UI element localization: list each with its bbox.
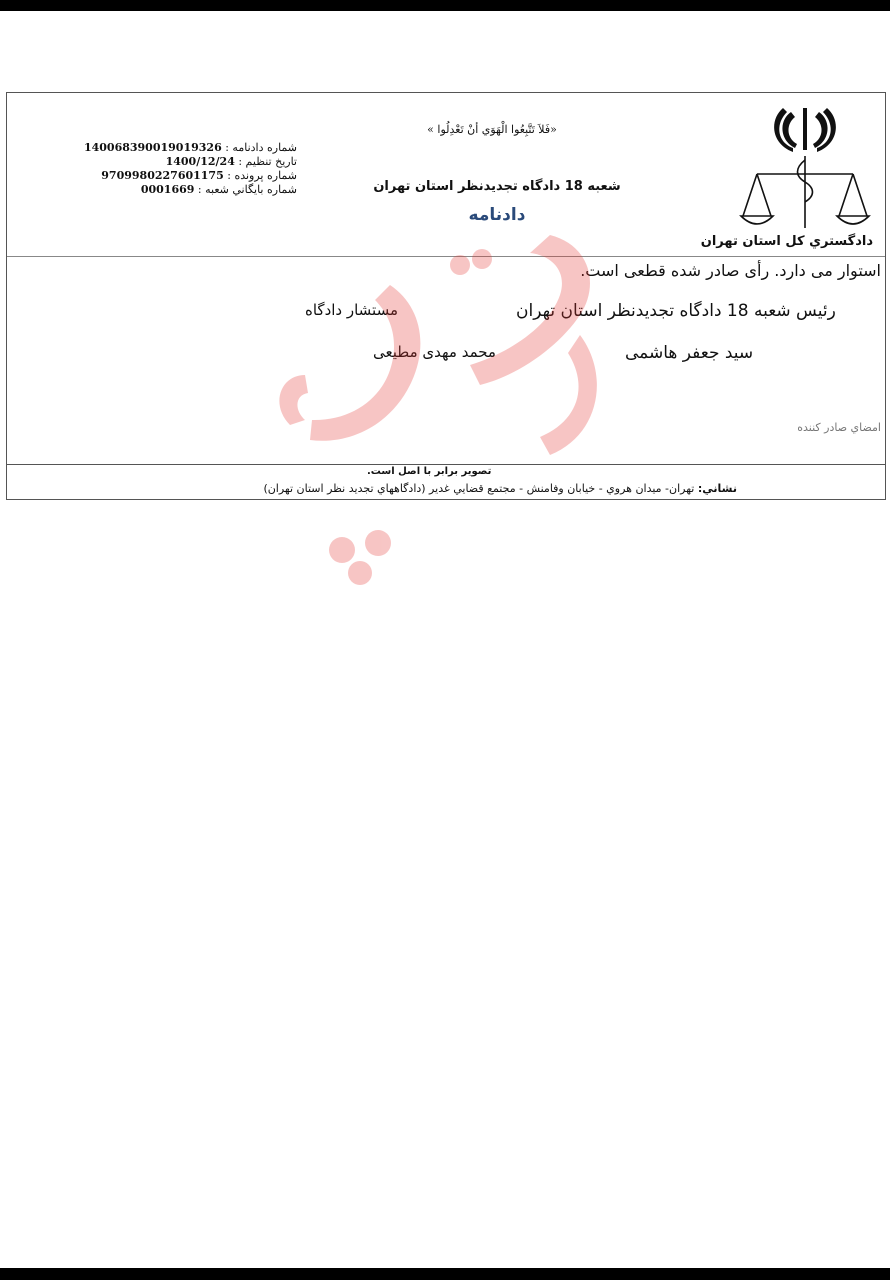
document-meta [67,141,297,197]
court-verdict-document [6,92,886,500]
meta-row-issue-date [67,155,297,169]
verdict-text: استوار می دارد. رأی صادر شده قطعی است. [580,261,881,280]
court-advisor-name: محمد مهدی مطیعی [373,343,496,361]
meta-value: 140068390019019326 [83,141,222,154]
certified-copy-note: تصوير برابر با اصل است. [367,466,492,477]
meta-label: تاريخ تنظيم : [238,155,297,168]
iran-emblem-scales-icon [735,98,875,233]
document-type-title: دادنامه [468,205,526,225]
meta-row-verdict-number [67,141,297,155]
footer-divider [7,464,885,465]
address-label: نشاني: [697,482,737,495]
signer-label: امضاي صادر كننده [797,421,881,434]
bottom-black-bar [0,1268,890,1280]
address-text: تهران- ميدان هروي - خيابان وفامنش - مجتمع قضايي غدير (دادگاههاي تجديد نظر استان تهران) [263,482,695,495]
meta-value: 0001669 [140,183,195,196]
quran-verse: «فَلاَ تَتَّبِعُوا الْهَوَي أنْ تَعْدِلُوا » [427,123,557,136]
meta-value: 1400/12/24 [165,155,235,168]
judiciary-name: دادگستري كل استان تهران [700,234,873,249]
header-divider [7,256,885,257]
court-address [177,482,737,495]
meta-value: 9709980227601175 [101,169,224,182]
chief-judge-title: رئیس شعبه 18 دادگاه تجدیدنظر استان تهران [516,301,836,321]
meta-row-case-number [67,169,297,183]
meta-label: شماره دادنامه : [225,141,297,154]
meta-row-archive-number [67,183,297,197]
top-black-bar [0,0,890,11]
meta-label: شماره بايگاني شعبه : [197,183,297,196]
meta-label: شماره پرونده : [227,169,297,182]
court-branch-title: شعبه 18 دادگاه تجدیدنظر استان تهران [373,179,621,194]
court-advisor-title: مستشار دادگاه [305,301,399,319]
chief-judge-name: سید جعفر هاشمی [625,343,754,363]
